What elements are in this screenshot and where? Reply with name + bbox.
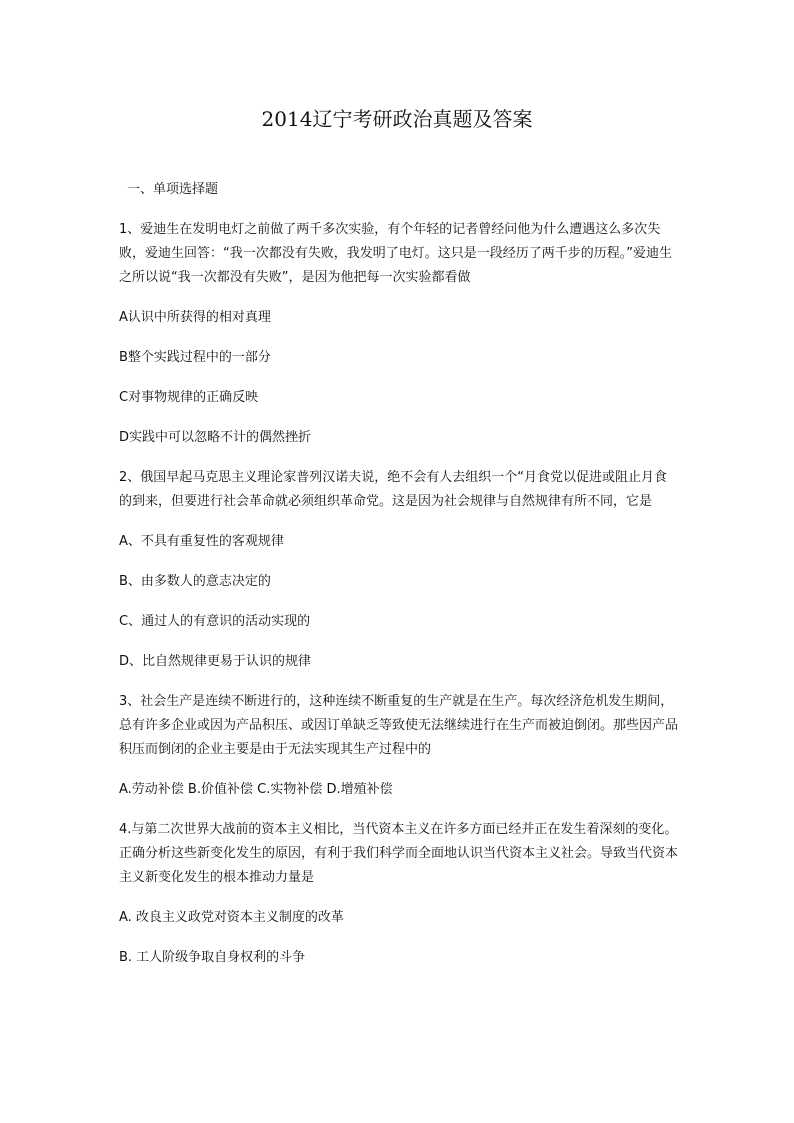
document-body <box>119 178 679 986</box>
page-title: 2014辽宁考研政治真题及答案 <box>261 107 533 131</box>
section-heading: 一、单项选择题 <box>127 182 219 197</box>
question-4-option-a: A. 改良主义政党对资本主义制度的改革 <box>119 910 344 925</box>
question-1-option-b: B整个实践过程中的一部分 <box>119 350 271 365</box>
question-1-stem: 1、爱迪生在发明电灯之前做了两千多次实验，有个年轻的记者曾经问他为什么遭遇这么多次失败，爱迪生回答：“我一次都没有失败，我发明了电灯。这只是一段经历了两千步的历程。”爱迪生之所以说“我一次都没有失败”，是因为他把每一次实验都看做 <box>119 222 672 285</box>
question-4-stem: 4.与第二次世界大战前的资本主义相比，当代资本主义在许多方面已经并正在发生着深刻的变化。正确分析这些新变化发生的原因，有利于我们科学而全面地认识当代资本主义社会。导致当代资本主义新变化发生的根本推动力量是 <box>119 822 679 885</box>
question-2-option-a: A、不具有重复性的客观规律 <box>119 534 284 549</box>
question-1-option-c: C对事物规律的正确反映 <box>119 390 259 405</box>
question-2-stem: 2、俄国早起马克思主义理论家普列汉诺夫说，绝不会有人去组织一个“月食党以促进或阻止月食的到来，但要进行社会革命就必须组织革命党。这是因为社会规律与自然规律有所不同，它是 <box>119 470 668 509</box>
question-3-stem: 3、社会生产是连续不断进行的，这种连续不断重复的生产就是在生产。每次经济危机发生期间，总有许多企业或因为产品积压、或因订单缺乏等致使无法继续进行在生产而被迫倒闭。那些因产品积压而倒闭的企业主要是由于无法实现其生产过程中的 <box>119 694 679 757</box>
question-1-option-a: A认识中所获得的相对真理 <box>119 310 271 325</box>
question-3-options: A.劳动补偿 B.价值补偿 C.实物补偿 D.增殖补偿 <box>119 782 393 797</box>
question-4-option-b: B. 工人阶级争取自身权利的斗争 <box>119 950 306 965</box>
question-2-option-c: C、通过人的有意识的活动实现的 <box>119 614 311 629</box>
question-1-option-d: D实践中可以忽略不计的偶然挫折 <box>119 430 312 445</box>
question-2-option-b: B、由多数人的意志决定的 <box>119 574 271 589</box>
question-2-option-d: D、比自然规律更易于认识的规律 <box>119 654 312 669</box>
